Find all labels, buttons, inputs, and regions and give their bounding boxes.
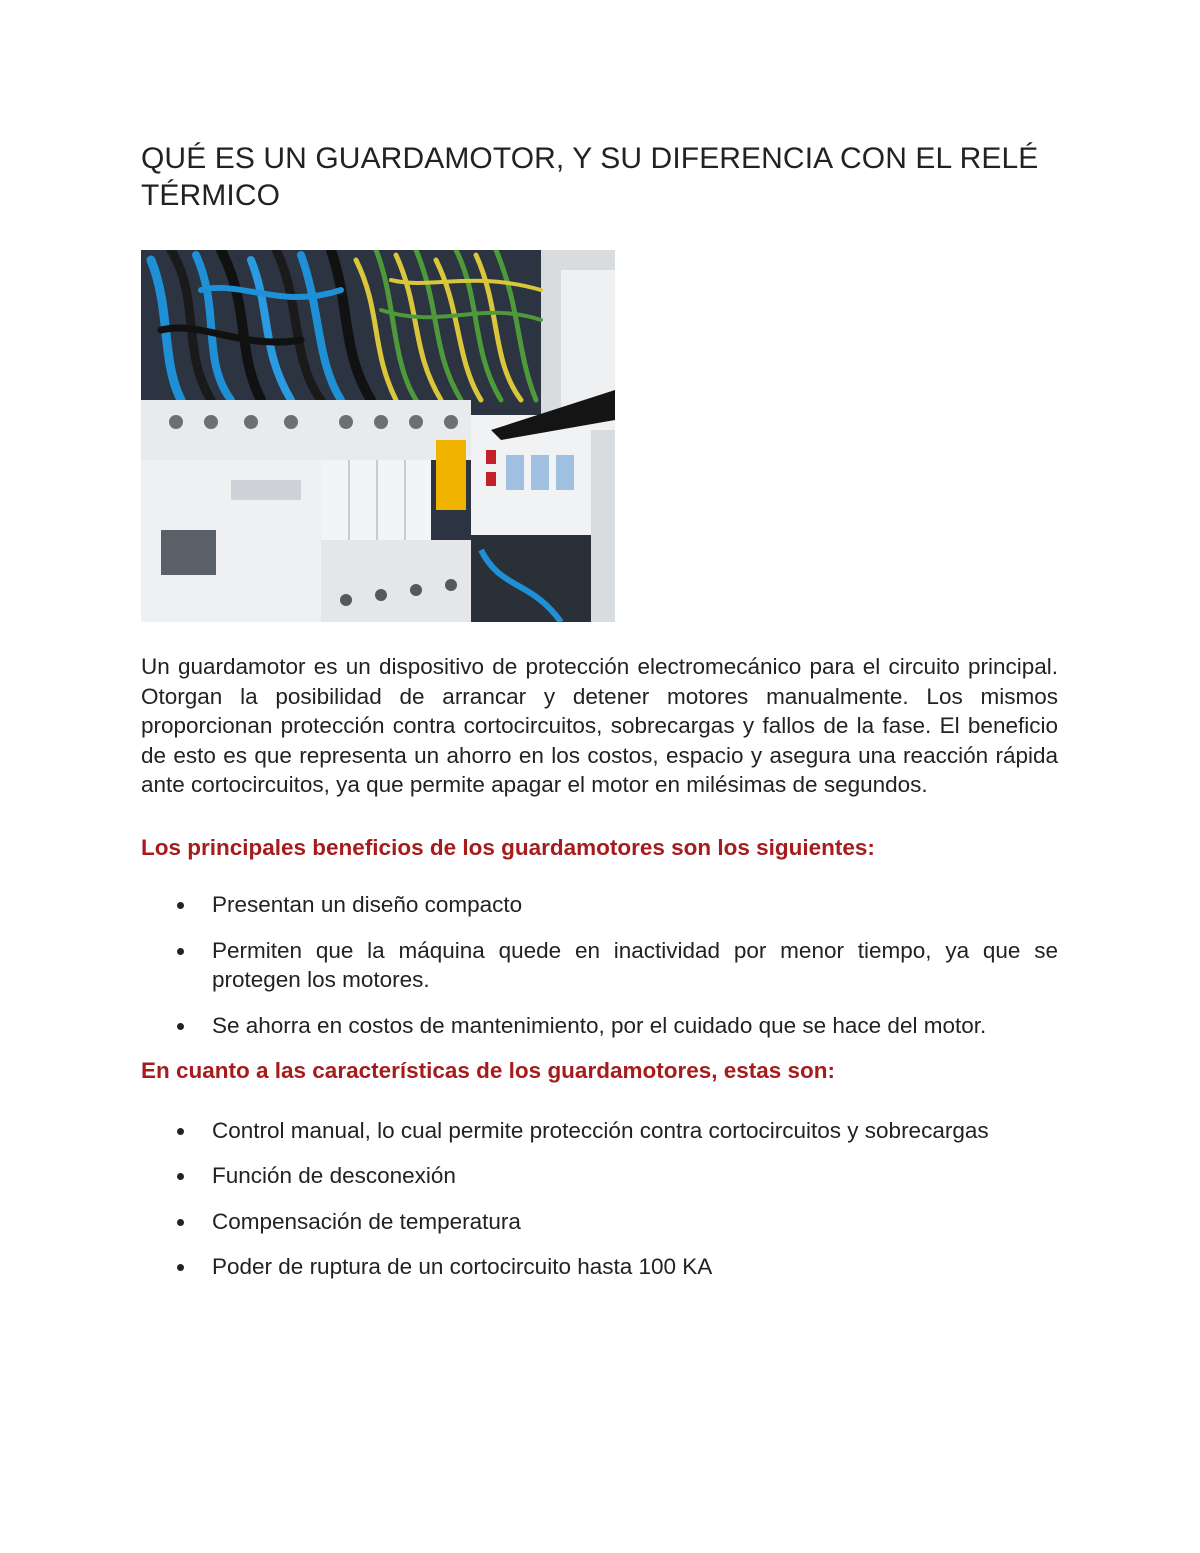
list-item-text: Se ahorra en costos de mantenimiento, por el cuidado que se hace del motor. (212, 1012, 987, 1038)
bullet-icon (177, 902, 184, 909)
bullet-icon (177, 948, 184, 955)
benefits-list (141, 890, 1058, 1040)
list-item-text: Función de desconexión (212, 1163, 456, 1188)
intro-paragraph: Un guardamotor es un dispositivo de protección electromecánico para el circuito principal. Otorgan la posibilidad de arrancar y detener motores manualmente. Los mismos proporcionan protección contra cortocircuitos, sobrecargas y fallos de la fase. El beneficio de esto es que representa un ahorro en los costos, espacio y asegura una reacción rápida ante cortocircuitos, ya que permite apagar el motor en milésimas de segundos. (141, 654, 1058, 797)
bullet-icon (177, 1173, 184, 1180)
list-item-text: Presentan un diseño compacto (212, 892, 523, 917)
list-item-text: Permiten que la máquina quede en inactividad por menor tiempo, ya que se protegen los motores. (212, 937, 1058, 992)
list-item (141, 890, 1058, 920)
bullet-icon (177, 1023, 184, 1030)
list-item (141, 1252, 1058, 1282)
list-item (141, 1116, 1058, 1146)
list-item (141, 1161, 1058, 1191)
benefits-heading: Los principales beneficios de los guardamotores son los siguientes: (141, 834, 875, 860)
document-title: QUÉ ES UN GUARDAMOTOR, Y SU DIFERENCIA CON EL RELÉ TÉRMICO (141, 142, 1039, 212)
bullet-icon (177, 1219, 184, 1226)
list-item (141, 1207, 1058, 1237)
electrical-panel-photo (141, 250, 615, 622)
list-item-text: Control manual, lo cual permite protección contra cortocircuitos y sobrecargas (212, 1117, 989, 1143)
list-item (141, 1011, 1058, 1041)
list-item-text: Compensación de temperatura (212, 1208, 521, 1234)
features-heading: En cuanto a las características de los guardamotores, estas son: (141, 1058, 836, 1083)
features-list (141, 1116, 1058, 1282)
bullet-icon (177, 1264, 184, 1271)
list-item-text: Poder de ruptura de un cortocircuito hasta 100 KA (212, 1254, 713, 1279)
bullet-icon (177, 1128, 184, 1135)
list-item (141, 936, 1058, 995)
document-page (141, 140, 1058, 1298)
